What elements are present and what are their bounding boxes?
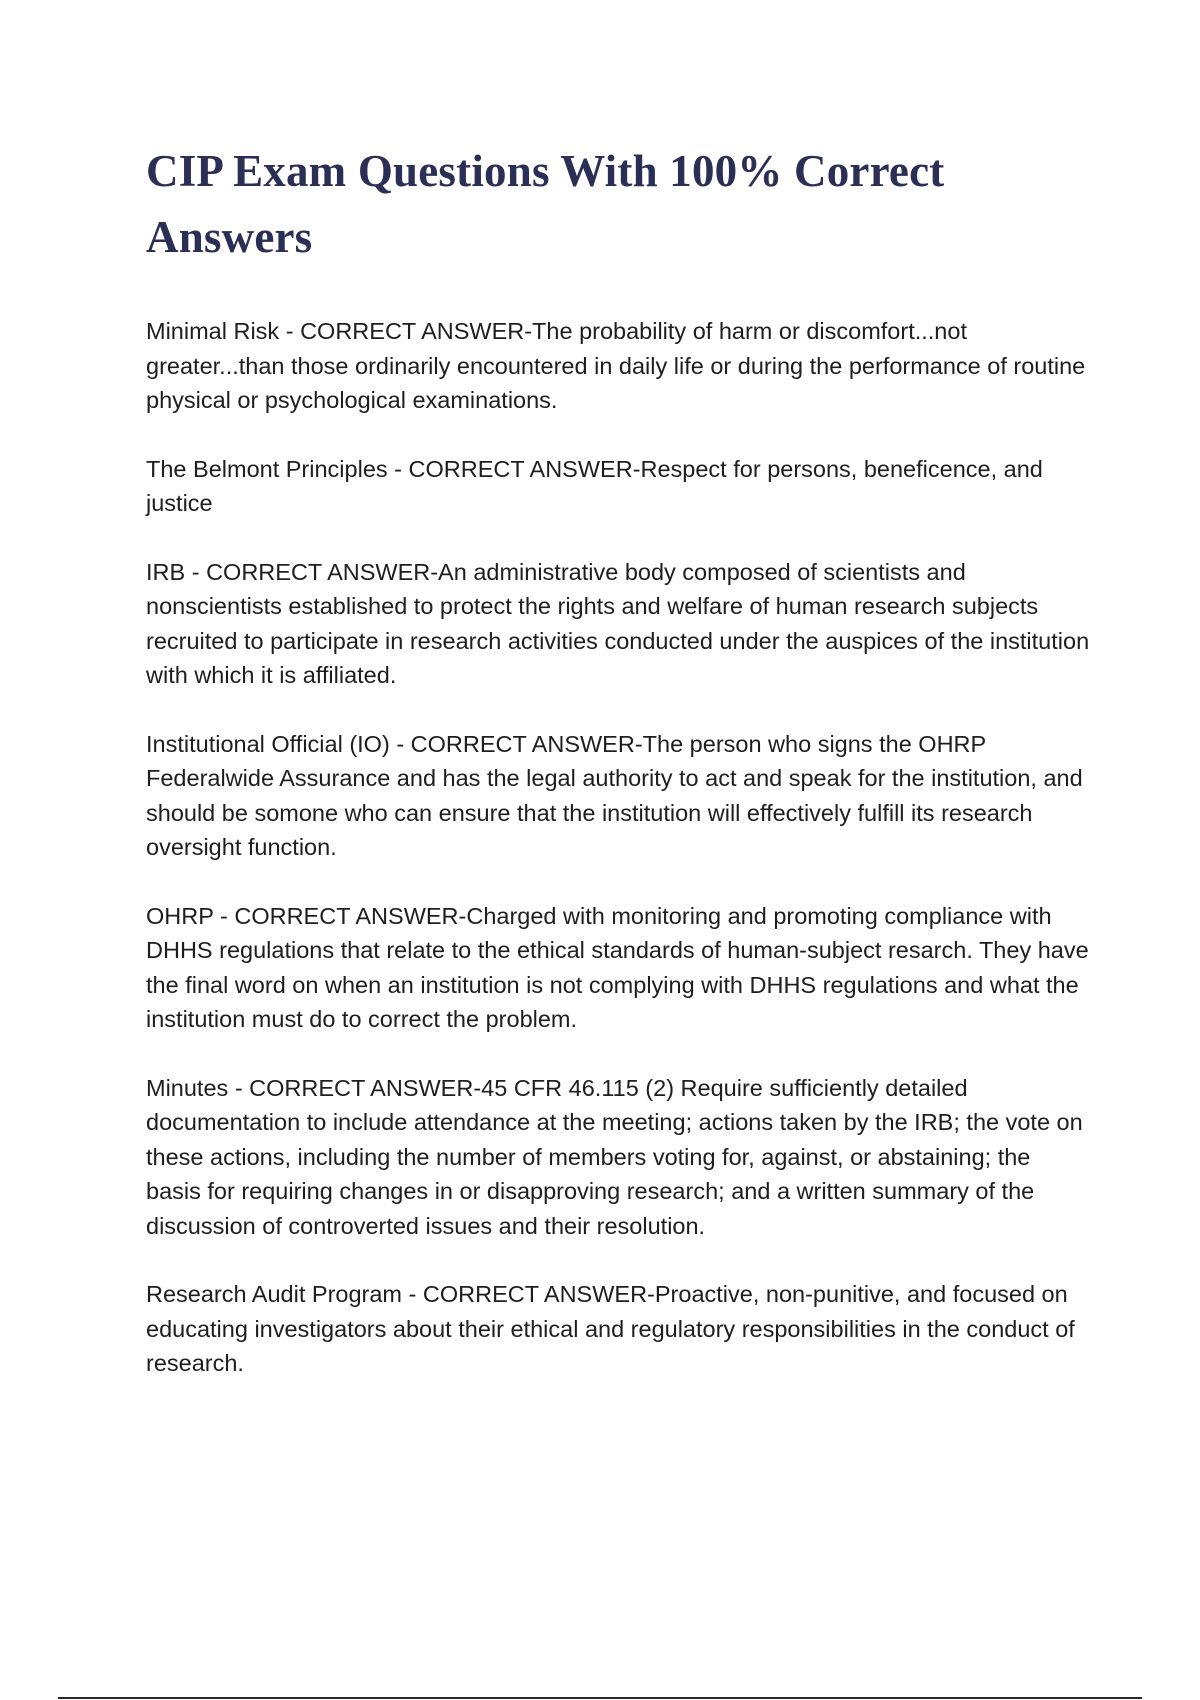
- document-content: [146, 138, 1091, 1415]
- qa-separator: - CORRECT ANSWER-: [387, 455, 641, 482]
- qa-answer: Respect for persons, beneficence, and justice: [146, 455, 1043, 516]
- qa-separator: - CORRECT ANSWER-: [185, 558, 439, 585]
- qa-entry: [146, 1071, 1091, 1244]
- qa-separator: - CORRECT ANSWER-: [279, 318, 533, 344]
- qa-answer: The probability of harm or discomfort...not greater...than those ordinarily encountered in daily life or during the performance of routine physical or psychological examinations.: [146, 318, 1086, 413]
- qa-answer: Proactive, non-punitive, and focused on educating investigators about their ethical and regulatory responsibilities in the conduct of research.: [146, 1281, 1075, 1376]
- footer-divider: [58, 1697, 1142, 1699]
- qa-answer: The person who signs the OHRP Federalwide Assurance and has the legal authority to act and speak for the institution, and should be somone who can ensure that the institution will effectively fulfill its research oversight function.: [146, 730, 1083, 860]
- qa-answer: Charged with monitoring and promoting compliance with DHHS regulations that relate to the ethical standards of human-subject resarch. They have the final word on when an institution is not complying with DHHS regulations and what the institution must do to correct the problem.: [146, 902, 1089, 1032]
- qa-separator: - CORRECT ANSWER-: [228, 1074, 482, 1101]
- qa-separator: - CORRECT ANSWER-: [389, 730, 643, 757]
- qa-entry: [146, 899, 1091, 1037]
- qa-entry: [146, 727, 1091, 865]
- qa-answer: An administrative body composed of scientists and nonscientists established to protect the rights and welfare of human research subjects recruited to participate in research activities conducted under the auspices of the institution with which it is affiliated.: [146, 558, 1090, 688]
- qa-term: The Belmont Principles: [146, 455, 388, 482]
- qa-term: Research Audit Program: [146, 1281, 403, 1307]
- qa-entry: [146, 452, 1091, 521]
- qa-answer: 45 CFR 46.115 (2) Require sufficiently detailed documentation to include attendance at the meeting; actions taken by the IRB; the vote on these actions, including the number of members voting for, against, or abstaining; the basis for requiring changes in or disapproving research; and a written summary of the discussion of controverted issues and their resolution.: [146, 1074, 1083, 1239]
- qa-entry: [146, 314, 1091, 418]
- qa-separator: - CORRECT ANSWER-: [402, 1281, 655, 1307]
- qa-separator: - CORRECT ANSWER-: [213, 902, 467, 929]
- qa-term: IRB: [146, 558, 186, 585]
- qa-term: Minutes: [146, 1074, 229, 1101]
- qa-entry: [146, 555, 1091, 693]
- qa-term: Minimal Risk: [146, 318, 280, 344]
- document-title: CIP Exam Questions With 100% Correct Answers: [146, 146, 945, 262]
- qa-term: Institutional Official (IO): [146, 730, 390, 757]
- qa-entry: [146, 1277, 1091, 1381]
- qa-term: OHRP: [146, 902, 214, 929]
